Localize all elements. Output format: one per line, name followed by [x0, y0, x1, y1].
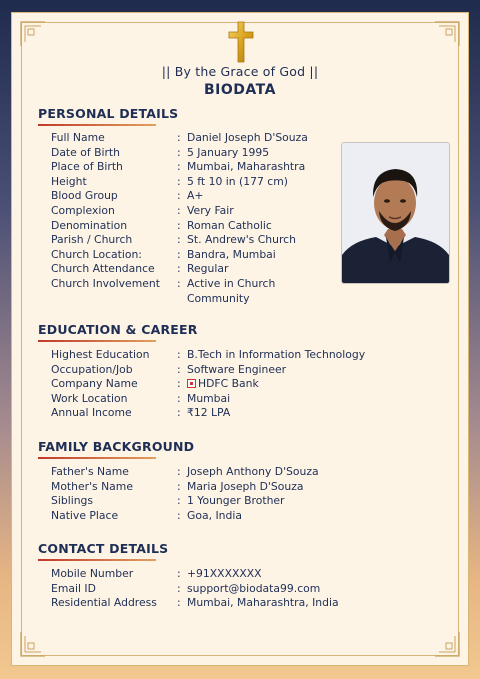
detail-label: Highest Education [51, 348, 150, 361]
detail-value: Joseph Anthony D'Souza [187, 465, 319, 478]
detail-label: Annual Income [51, 406, 132, 420]
detail-value: Daniel Joseph D'Souza [187, 131, 308, 144]
detail-label: Full Name [51, 131, 105, 144]
detail-value: St. Andrew's Church [187, 233, 296, 247]
colon: : [177, 406, 181, 420]
detail-label: Native Place [51, 508, 119, 522]
colon: : [177, 189, 181, 203]
section-title-text: FAMILY BACKGROUND [38, 439, 195, 454]
corner-ornament-icon [434, 631, 460, 657]
detail-label: Residential Address [51, 596, 157, 610]
colon: : [177, 276, 181, 290]
colon: : [177, 247, 181, 261]
colon: : [177, 160, 181, 174]
detail-label: Church Involvement [51, 276, 160, 290]
corner-ornament-icon [20, 631, 46, 657]
section-title-contact [38, 541, 168, 561]
colon: : [177, 377, 181, 391]
section-title-text: CONTACT DETAILS [38, 541, 169, 556]
detail-value: Mumbai, Maharashtra, India [187, 596, 339, 610]
detail-label: Email ID [51, 581, 96, 595]
detail-value: ₹12 LPA [187, 406, 231, 420]
detail-label: Place of Birth [51, 160, 123, 174]
detail-value: A+ [187, 189, 204, 203]
detail-label: Church Location: [51, 247, 142, 261]
detail-value: 1 Younger Brother [187, 494, 285, 508]
detail-label: Mother's Name [51, 479, 133, 493]
detail-value: Goa, India [187, 508, 242, 522]
detail-value: B.Tech in Information Technology [187, 348, 366, 361]
profile-photo [341, 142, 450, 284]
detail-value: +91XXXXXXX [187, 567, 262, 580]
colon: : [177, 348, 181, 361]
detail-value: Active in Church Community [187, 276, 276, 305]
colon: : [177, 567, 181, 580]
detail-value: Mumbai [187, 391, 231, 405]
section-title-personal [38, 106, 178, 126]
company-name: HDFC Bank [198, 377, 259, 391]
grace-heading: || By the Grace of God || [161, 64, 319, 79]
colon: : [177, 262, 181, 276]
detail-label: Church Attendance [51, 262, 155, 276]
colon: : [177, 203, 181, 217]
page-title: BIODATA [204, 82, 276, 98]
detail-value: Mumbai, Maharashtra [187, 160, 306, 174]
detail-value: support@biodata99.com [187, 581, 321, 595]
detail-label: Occupation/Job [51, 362, 133, 376]
section-title-family [38, 439, 194, 459]
detail-label: Denomination [51, 218, 128, 232]
section-underline [38, 124, 156, 126]
section-underline [38, 340, 156, 342]
corner-ornament-icon [20, 21, 46, 47]
detail-label: Siblings [51, 494, 94, 508]
detail-label: Parish / Church [51, 233, 133, 247]
detail-value: Bandra, Mumbai [187, 247, 276, 261]
detail-label: Work Location [51, 391, 128, 405]
colon: : [177, 362, 181, 376]
section-title-text: PERSONAL DETAILS [38, 106, 179, 121]
detail-value: 5 January 1995 [187, 145, 270, 159]
detail-label: Complexion [51, 203, 115, 217]
detail-value: Roman Catholic [187, 218, 272, 232]
colon: : [177, 391, 181, 405]
colon: : [177, 508, 181, 522]
colon: : [177, 494, 181, 508]
colon: : [177, 174, 181, 188]
detail-value: Very Fair [187, 203, 234, 217]
section-underline [38, 457, 156, 459]
colon: : [177, 145, 181, 159]
colon: : [177, 465, 181, 478]
detail-label: Company Name [51, 377, 138, 391]
colon: : [177, 479, 181, 493]
detail-label: Father's Name [51, 465, 129, 478]
colon: : [177, 131, 181, 144]
bank-logo-icon [187, 379, 196, 388]
colon: : [177, 218, 181, 232]
colon: : [177, 596, 181, 610]
section-underline [38, 559, 156, 561]
detail-value: Maria Joseph D'Souza [187, 479, 304, 493]
detail-label: Height [51, 174, 87, 188]
detail-value: Software Engineer [187, 362, 287, 376]
colon: : [177, 581, 181, 595]
detail-value: Regular [187, 262, 229, 276]
corner-ornament-icon [434, 21, 460, 47]
colon: : [177, 233, 181, 247]
detail-label: Date of Birth [51, 145, 120, 159]
detail-value: 5 ft 10 in (177 cm) [187, 174, 288, 188]
detail-value [187, 377, 259, 390]
biodata-card [11, 12, 469, 666]
cross-icon [228, 21, 254, 63]
detail-label: Blood Group [51, 189, 118, 203]
section-title-education [38, 322, 198, 342]
detail-label: Mobile Number [51, 567, 134, 580]
section-title-text: EDUCATION & CAREER [38, 322, 198, 337]
